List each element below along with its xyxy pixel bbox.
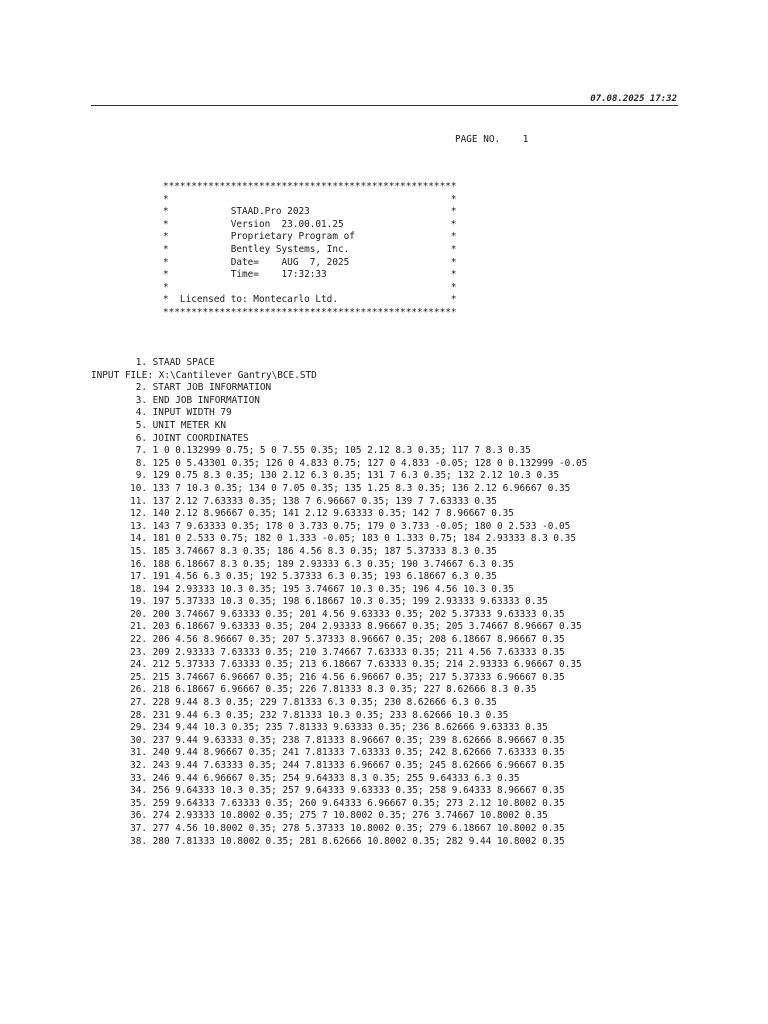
- line-number: 1.: [135, 357, 147, 368]
- header-divider: [91, 105, 678, 106]
- line-number: 28.: [130, 709, 147, 721]
- listing-line: [91, 496, 587, 509]
- line-number: 3.: [135, 394, 147, 406]
- line-number: 15.: [130, 545, 147, 557]
- listing-line: [91, 458, 587, 471]
- line-number: 9.: [135, 470, 147, 482]
- line-text: UNIT METER KN: [152, 419, 227, 431]
- line-number: 2.: [135, 382, 147, 394]
- line-number: 33.: [130, 772, 147, 784]
- listing-line: [91, 697, 587, 710]
- listing-line: [91, 634, 587, 647]
- line-text: 259 9.64333 7.63333 0.35; 260 9.64333 6.96667 0.35; 273 2.12 10.8002 0.35: [152, 797, 565, 809]
- line-number: 26.: [130, 684, 147, 696]
- listing-line: [91, 433, 587, 446]
- listing-line: [91, 445, 587, 458]
- listing-line: [91, 785, 587, 798]
- listing-line: [91, 470, 587, 483]
- line-number: 10.: [130, 482, 147, 494]
- listing-line: [91, 722, 587, 735]
- line-number: 21.: [130, 621, 147, 633]
- listing-line: [91, 559, 587, 572]
- line-number: 31.: [130, 747, 147, 759]
- line-number: 32.: [130, 760, 147, 771]
- banner-line: * STAAD.Pro 2023 *: [163, 206, 457, 218]
- banner-line: * Licensed to: Montecarlo Ltd. *: [163, 294, 457, 306]
- line-text: START JOB INFORMATION: [152, 382, 272, 394]
- line-text: 274 2.93333 10.8002 0.35; 275 7 10.8002 0.35; 276 3.74667 10.8002 0.35: [152, 810, 548, 822]
- listing-line: [91, 571, 587, 584]
- line-text: 194 2.93333 10.3 0.35; 195 3.74667 10.3 0.35; 196 4.56 10.3 0.35: [152, 583, 514, 595]
- line-number: 11.: [130, 495, 147, 507]
- listing-line: [91, 508, 587, 521]
- line-text: 125 0 5.43301 0.35; 126 0 4.833 0.75; 127 0 4.833 -0.05; 128 0 0.132999 -0.05: [152, 457, 588, 469]
- line-number: 16.: [130, 558, 147, 570]
- line-text: INPUT WIDTH 79: [152, 407, 232, 419]
- banner-line: * Date= AUG 7, 2025 *: [163, 256, 457, 268]
- listing-line: [91, 710, 587, 723]
- listing-line: [91, 798, 587, 811]
- listing-line: [91, 760, 587, 773]
- line-text: 140 2.12 8.96667 0.35; 141 2.12 9.63333 0.35; 142 7 8.96667 0.35: [152, 508, 514, 520]
- listing-line: [91, 483, 587, 496]
- line-number: 38.: [130, 835, 147, 847]
- line-text: 1 0 0.132999 0.75; 5 0 7.55 0.35; 105 2.12 8.3 0.35; 117 7 8.3 0.35: [152, 445, 531, 457]
- line-number: 20.: [130, 608, 147, 620]
- banner-line: * *: [163, 193, 457, 205]
- banner-line: * Version 23.00.01.25 *: [163, 218, 457, 230]
- line-number: 14.: [130, 533, 147, 545]
- line-number: 30.: [130, 734, 147, 746]
- program-banner: [163, 181, 457, 320]
- line-text: 188 6.18667 8.3 0.35; 189 2.93333 6.3 0.35; 190 3.74667 6.3 0.35: [152, 558, 514, 570]
- line-text: 203 6.18667 9.63333 0.35; 204 2.93333 8.96667 0.35; 205 3.74667 8.96667 0.35: [152, 621, 582, 633]
- listing-line: [91, 596, 587, 609]
- listing-line: [91, 747, 587, 760]
- page-number: PAGE NO. 1: [455, 134, 529, 145]
- listing-line: [91, 395, 587, 408]
- listing-line: [91, 357, 587, 370]
- line-number: 35.: [130, 797, 147, 809]
- line-number: 34.: [130, 785, 147, 797]
- line-number: 18.: [130, 583, 147, 595]
- listing-line: [91, 533, 587, 546]
- line-text: 218 6.18667 6.96667 0.35; 226 7.81333 8.3 0.35; 227 8.62666 8.3 0.35: [152, 684, 537, 696]
- line-text: 129 0.75 8.3 0.35; 130 2.12 6.3 0.35; 131 7 6.3 0.35; 132 2.12 10.3 0.35: [152, 470, 560, 482]
- line-text: 228 9.44 8.3 0.35; 229 7.81333 6.3 0.35; 230 8.62666 6.3 0.35: [152, 697, 497, 709]
- line-text: JOINT COORDINATES: [152, 432, 249, 444]
- line-number: 23.: [130, 646, 147, 658]
- line-number: 37.: [130, 822, 147, 834]
- line-text: 200 3.74667 9.63333 0.35; 201 4.56 9.63333 0.35; 202 5.37333 9.63333 0.35: [152, 608, 565, 620]
- header-datetime: 07.08.2025 17:32: [590, 94, 677, 104]
- line-text: 143 7 9.63333 0.35; 178 0 3.733 0.75; 179 0 3.733 -0.05; 180 0 2.533 -0.05: [152, 520, 571, 532]
- input-file-line: INPUT FILE: X:\Cantilever Gantry\BCE.STD: [91, 369, 317, 381]
- listing-line: [91, 684, 587, 697]
- line-text: 197 5.37333 10.3 0.35; 198 6.18667 10.3 0.35; 199 2.93333 9.63333 0.35: [152, 596, 548, 608]
- line-number: 6.: [135, 432, 147, 444]
- listing-line: [91, 810, 587, 823]
- listing-line: [91, 420, 587, 433]
- line-text: 234 9.44 10.3 0.35; 235 7.81333 9.63333 0.35; 236 8.62666 9.63333 0.35: [152, 722, 548, 734]
- line-number: 12.: [130, 508, 147, 520]
- line-text: 240 9.44 8.96667 0.35; 241 7.81333 7.63333 0.35; 242 8.62666 7.63333 0.35: [152, 747, 565, 759]
- line-number: 27.: [130, 697, 147, 709]
- listing-line: [91, 382, 587, 395]
- line-text: 237 9.44 9.63333 0.35; 238 7.81333 8.96667 0.35; 239 8.62666 8.96667 0.35: [152, 734, 565, 746]
- line-text: 206 4.56 8.96667 0.35; 207 5.37333 8.96667 0.35; 208 6.18667 8.96667 0.35: [152, 634, 565, 646]
- line-text: 243 9.44 7.63333 0.35; 244 7.81333 6.96667 0.35; 245 8.62666 6.96667 0.35: [152, 760, 565, 771]
- listing-line: [91, 407, 587, 420]
- listing-line: [91, 823, 587, 836]
- listing-line: [91, 584, 587, 597]
- listing-line: [91, 659, 587, 672]
- line-text: 191 4.56 6.3 0.35; 192 5.37333 6.3 0.35; 193 6.18667 6.3 0.35: [152, 571, 497, 583]
- line-text: 231 9.44 6.3 0.35; 232 7.81333 10.3 0.35; 233 8.62666 10.3 0.35: [152, 709, 509, 721]
- listing-line: [91, 521, 587, 534]
- line-number: 36.: [130, 810, 147, 822]
- listing-line: [91, 647, 587, 660]
- input-listing: [91, 357, 587, 848]
- line-number: 17.: [130, 571, 147, 583]
- line-text: 280 7.81333 10.8002 0.35; 281 8.62666 10.8002 0.35; 282 9.44 10.8002 0.35: [152, 835, 565, 847]
- line-text: 181 0 2.533 0.75; 182 0 1.333 -0.05; 183 0 1.333 0.75; 184 2.93333 8.3 0.35: [152, 533, 576, 545]
- line-text: 137 2.12 7.63333 0.35; 138 7 6.96667 0.35; 139 7 7.63333 0.35: [152, 495, 497, 507]
- line-text: 215 3.74667 6.96667 0.35; 216 4.56 6.96667 0.35; 217 5.37333 6.96667 0.35: [152, 671, 565, 683]
- line-number: 25.: [130, 671, 147, 683]
- line-number: 5.: [135, 419, 147, 431]
- line-text: 246 9.44 6.96667 0.35; 254 9.64333 8.3 0.35; 255 9.64333 6.3 0.35: [152, 772, 520, 784]
- banner-line: * *: [163, 281, 457, 293]
- line-number: 7.: [135, 445, 147, 457]
- line-number: 24.: [130, 659, 147, 671]
- line-number: 13.: [130, 520, 147, 532]
- line-text: STAAD SPACE: [152, 357, 215, 368]
- banner-line: ****************************************************: [163, 306, 457, 318]
- line-text: 256 9.64333 10.3 0.35; 257 9.64333 9.63333 0.35; 258 9.64333 8.96667 0.35: [152, 785, 565, 797]
- line-text: 209 2.93333 7.63333 0.35; 210 3.74667 7.63333 0.35; 211 4.56 7.63333 0.35: [152, 646, 565, 658]
- listing-line: [91, 546, 587, 559]
- banner-line: * Time= 17:32:33 *: [163, 269, 457, 281]
- listing-line: [91, 621, 587, 634]
- banner-line: ****************************************************: [163, 181, 457, 192]
- line-number: 19.: [130, 596, 147, 608]
- line-text: 185 3.74667 8.3 0.35; 186 4.56 8.3 0.35; 187 5.37333 8.3 0.35: [152, 545, 497, 557]
- banner-line: * Proprietary Program of *: [163, 231, 457, 243]
- listing-line: [91, 672, 587, 685]
- line-number: 22.: [130, 634, 147, 646]
- banner-line: * Bentley Systems, Inc. *: [163, 243, 457, 255]
- line-number: 8.: [135, 457, 147, 469]
- line-number: 4.: [135, 407, 147, 419]
- listing-line: [91, 609, 587, 622]
- listing-line: [91, 836, 587, 849]
- line-number: 29.: [130, 722, 147, 734]
- listing-line: [91, 735, 587, 748]
- line-text: 133 7 10.3 0.35; 134 0 7.05 0.35; 135 1.25 8.3 0.35; 136 2.12 6.96667 0.35: [152, 482, 571, 494]
- line-text: 277 4.56 10.8002 0.35; 278 5.37333 10.8002 0.35; 279 6.18667 10.8002 0.35: [152, 822, 565, 834]
- line-text: END JOB INFORMATION: [152, 394, 260, 406]
- line-text: 212 5.37333 7.63333 0.35; 213 6.18667 7.63333 0.35; 214 2.93333 6.96667 0.35: [152, 659, 582, 671]
- listing-line: [91, 773, 587, 786]
